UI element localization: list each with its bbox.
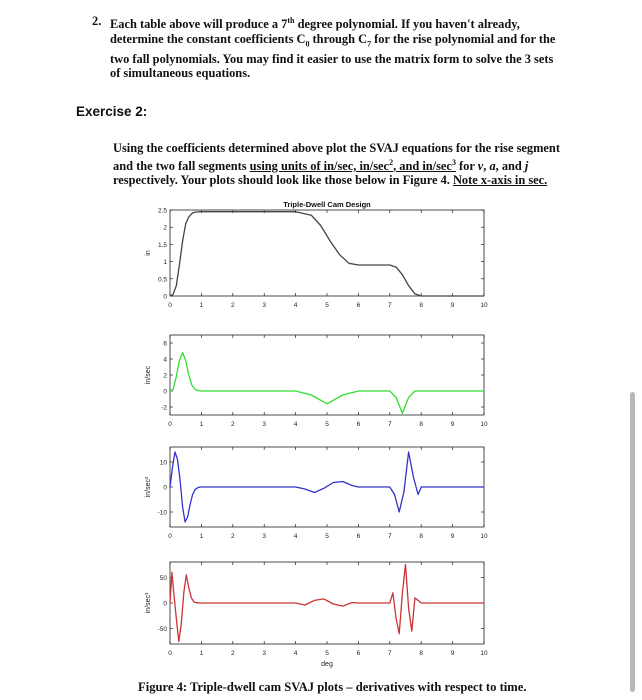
plot-3-xtick-label: 6	[356, 533, 361, 540]
plot-3-ytick-label: 10	[159, 459, 167, 467]
plot-3-xtick-label: 5	[325, 533, 329, 540]
plot-1-ytick-label: 1	[163, 259, 167, 267]
plot-2-frame	[170, 335, 484, 415]
plot-2-xtick-label: 1	[199, 421, 204, 428]
question-number: 2.	[92, 14, 102, 28]
plot-2-xtick-label: 10	[480, 421, 488, 428]
plot-1-xtick-label: 1	[199, 302, 204, 309]
plot-4-xlabel: deg	[321, 661, 333, 668]
plot-1-ytick-label: 0	[163, 293, 167, 301]
plot-2-ytick-label: -2	[161, 404, 167, 412]
vertical-scrollbar[interactable]	[630, 392, 635, 692]
plot-2-ytick-label: 4	[163, 356, 167, 364]
plot-2-ytick-label: 6	[163, 340, 167, 348]
note-x-axis: Note x-axis in sec.	[452, 173, 548, 188]
plot-1-xtick-label: 9	[450, 302, 455, 309]
plot-3-xtick-label: 4	[293, 533, 298, 540]
plot-4-xtick-label: 2	[230, 650, 235, 657]
plot-2-ytick-label: 0	[163, 388, 167, 396]
plot-4-xtick-label: 4	[293, 650, 298, 657]
plot-1-xtick-label: 6	[356, 302, 361, 309]
plot-1-xtick-label: 2	[230, 302, 235, 309]
plot-2-ytick-label: 2	[163, 372, 167, 380]
plot-3-xtick-label: 3	[262, 533, 267, 540]
plot-4-xtick-label: 8	[419, 650, 424, 657]
plot-1-ylabel: in	[145, 250, 152, 256]
plot-2-ylabel: in/sec	[145, 365, 152, 385]
plot-3-xtick-label: 7	[387, 533, 392, 540]
plot-1-xtick-label: 4	[293, 302, 298, 309]
plot-2-xtick-label: 0	[168, 421, 172, 428]
plot-3-xtick-label: 1	[199, 533, 204, 540]
plot-2-xtick-label: 2	[230, 421, 235, 428]
exercise-title: Exercise 2:	[76, 104, 148, 119]
units-link-text: using units of in/sec, $in/\sec^2$, and $in/\sec^3$	[249, 157, 456, 173]
plot-1-ytick-label: 0.5	[157, 276, 167, 284]
plot-3-ytick-label: -10	[157, 509, 167, 517]
plot-3-xtick-label: 0	[168, 533, 172, 540]
plot-2-xtick-label: 4	[293, 421, 298, 428]
plot-3-frame	[170, 447, 484, 527]
plot-2-xtick-label: 6	[356, 421, 361, 428]
plot-4-series-line	[170, 565, 484, 642]
plot-3-ylabel: in/sec²	[145, 476, 152, 498]
plot-3-xtick-label: 9	[450, 533, 455, 540]
plot-2-xtick-label: 5	[325, 421, 329, 428]
plot-4-xtick-label: 7	[387, 650, 392, 657]
plot-1-ytick-label: 2.5	[157, 207, 167, 215]
plot-4-xtick-label: 9	[450, 650, 455, 657]
plot-1-series-line	[170, 212, 484, 296]
plot-4-ytick-label: -50	[157, 626, 167, 634]
plot-4-xtick-label: 5	[325, 650, 329, 657]
plot-4-xtick-label: 0	[168, 650, 172, 657]
plot-2-series-line	[170, 353, 484, 414]
plot-1-ytick-label: 2	[163, 224, 167, 232]
plot-3-ytick-label: 0	[163, 484, 167, 492]
plot-1-ytick-label: 1.5	[157, 241, 167, 249]
plot-4-xtick-label: 3	[262, 650, 267, 657]
plot-3-xtick-label: 10	[480, 533, 488, 540]
plot-1-xtick-label: 8	[419, 302, 424, 309]
question-text: Each table above will produce a 7th degree polynomial. If you haven't already, determine the constant coefficients $C_0$ through $C_7$ for the rise polynomial and for the two fall polynomials. You may find it easier to use the matrix form to solve the 3 sets of simultaneous equations.	[110, 16, 556, 81]
plot-4-ytick-label: 0	[163, 600, 167, 608]
plot-4-ytick-label: 50	[159, 574, 167, 582]
plot-2-xtick-label: 8	[419, 421, 424, 428]
plot-4-ylabel: in/sec³	[145, 592, 152, 614]
plot-1-xtick-label: 7	[387, 302, 392, 309]
plot-1-xtick-label: 5	[325, 302, 329, 309]
plot-1-xtick-label: 0	[168, 302, 172, 309]
plot-4-frame	[170, 562, 484, 644]
question-2	[92, 14, 562, 81]
plot-3-xtick-label: 8	[419, 533, 424, 540]
plot-2-xtick-label: 3	[262, 421, 267, 428]
plot-4-xtick-label: 10	[480, 650, 488, 657]
chart-title: Triple-Dwell Cam Design	[283, 200, 371, 209]
figure-caption: Figure 4: Triple-dwell cam SVAJ plots – derivatives with respect to time.	[138, 680, 527, 694]
plot-1-xtick-label: 3	[262, 302, 267, 309]
plot-4-xtick-label: 6	[356, 650, 361, 657]
plot-1-xtick-label: 10	[480, 302, 488, 309]
plot-3-xtick-label: 2	[230, 533, 235, 540]
plot-2-xtick-label: 9	[450, 421, 455, 428]
exercise-paragraph: Using the coefficients determined above plot the SVAJ equations for the rise segment and the two fall segments using units of in/sec, $in/\sec^2$, and $in/\sec^3$ for v, a, and j respectively. Your plots should look like those below in Figure 4. Note x-axis in sec.	[113, 141, 560, 188]
plot-4-xtick-label: 1	[199, 650, 204, 657]
plot-2-xtick-label: 7	[387, 421, 392, 428]
plot-3-series-line	[170, 452, 484, 522]
plot-1-frame	[170, 210, 484, 296]
